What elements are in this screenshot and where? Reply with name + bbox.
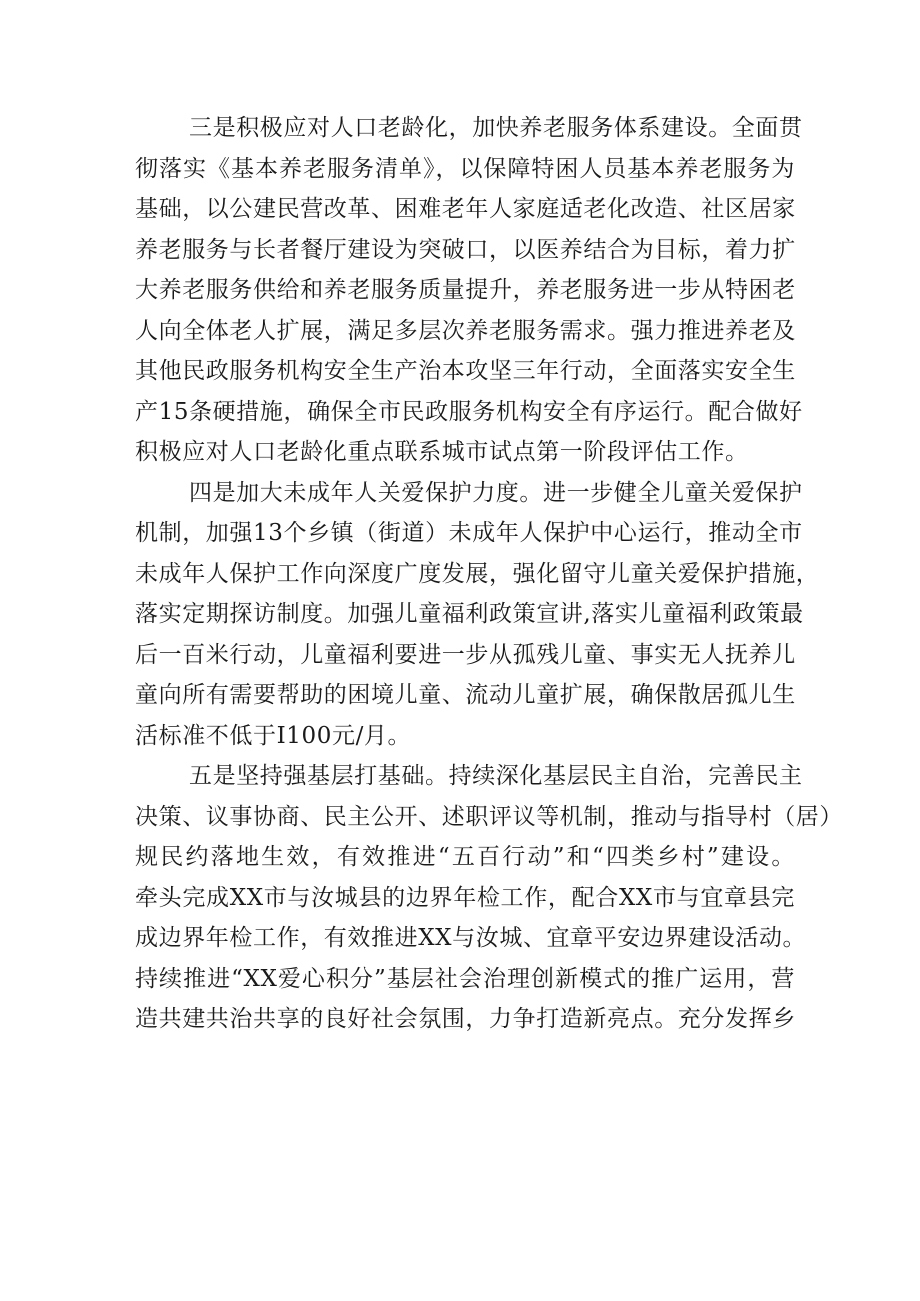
paragraph-3-line-4: 牵头完成XX市与汝城县的边界年检工作，配合XX市与宜章县完 [135, 884, 795, 911]
paragraph-1-line-7: 其他民政服务机构安全生产治本攻坚三年行动，全面落实安全生 [135, 358, 796, 384]
paragraph-2-line-4: 落实定期探访制度。加强儿童福利政策宣讲,落实儿童福利政策最 [135, 601, 804, 627]
paragraph-3-line-7: 造共建共治共享的良好社会氛围，力争打造新亮点。充分发挥乡 [135, 1006, 796, 1032]
paragraph-3-line-1: 五是坚持强基层打基础。持续深化基层民主自治，完善民主 [189, 763, 803, 789]
paragraph-1-line-2: 彻落实《基本养老服务清单》，以保障特困人员基本养老服务为 [135, 155, 795, 182]
paragraph-1-line-1: 三是积极应对人口老龄化，加快养老服务体系建设。全面贯 [189, 115, 803, 141]
paragraph-1-line-3: 基础，以公建民营改革、困难老年人家庭适老化改造、社区居家 [135, 196, 796, 222]
paragraph-2-line-2: 机制，加强13个乡镇（街道）未成年人保护中心运行，推动全市 [135, 520, 803, 546]
paragraph-2-line-7: 活标准不低于I100元/月。 [135, 722, 412, 749]
document-body [135, 108, 843, 1040]
paragraph-3-line-6: 持续推进“XX爱心积分”基层社会治理创新模式的推广运用，营 [135, 965, 795, 992]
paragraph-3-line-5: 成边界年检工作，有效推进XX与汝城、宜章平安边界建设活动。 [135, 925, 807, 951]
paragraph-2-line-5: 后一百米行动，儿童福利要进一步从孤残儿童、事实无人抚养儿 [135, 641, 796, 668]
paragraph-1-line-5: 大养老服务供给和养老服务质量提升，养老服务进一步从特困老 [135, 277, 796, 303]
paragraph-3-line-3: 规民约落地生效，有效推进“五百行动”和“四类乡村”建设。 [135, 844, 795, 870]
paragraph-2-line-3: 未成年人保护工作向深度广度发展，强化留守儿童关爱保护措施， [135, 560, 820, 587]
paragraph-2-line-1: 四是加大未成年人关爱保护力度。进一步健全儿童关爱保护 [189, 479, 803, 506]
paragraph-1-line-8: 产15条硬措施，确保全市民政服务机构安全有序运行。配合做好 [135, 398, 803, 425]
paragraph-1-line-4: 养老服务与长者餐厅建设为突破口，以医养结合为目标，着力扩 [135, 236, 796, 263]
paragraph-1-line-9: 积极应对人口老龄化重点联系城市试点第一阶段评估工作。 [135, 439, 749, 465]
paragraph-3-line-2: 决策、议事协商、民主公开、述职评议等机制，推动与指导村（居） [135, 803, 843, 830]
paragraph-2-line-6: 童向所有需要帮助的困境儿童、流动儿童扩展，确保散居孤儿生 [135, 682, 796, 708]
paragraph-1-line-6: 人向全体老人扩展，满足多层次养老服务需求。强力推进养老及 [135, 317, 796, 344]
